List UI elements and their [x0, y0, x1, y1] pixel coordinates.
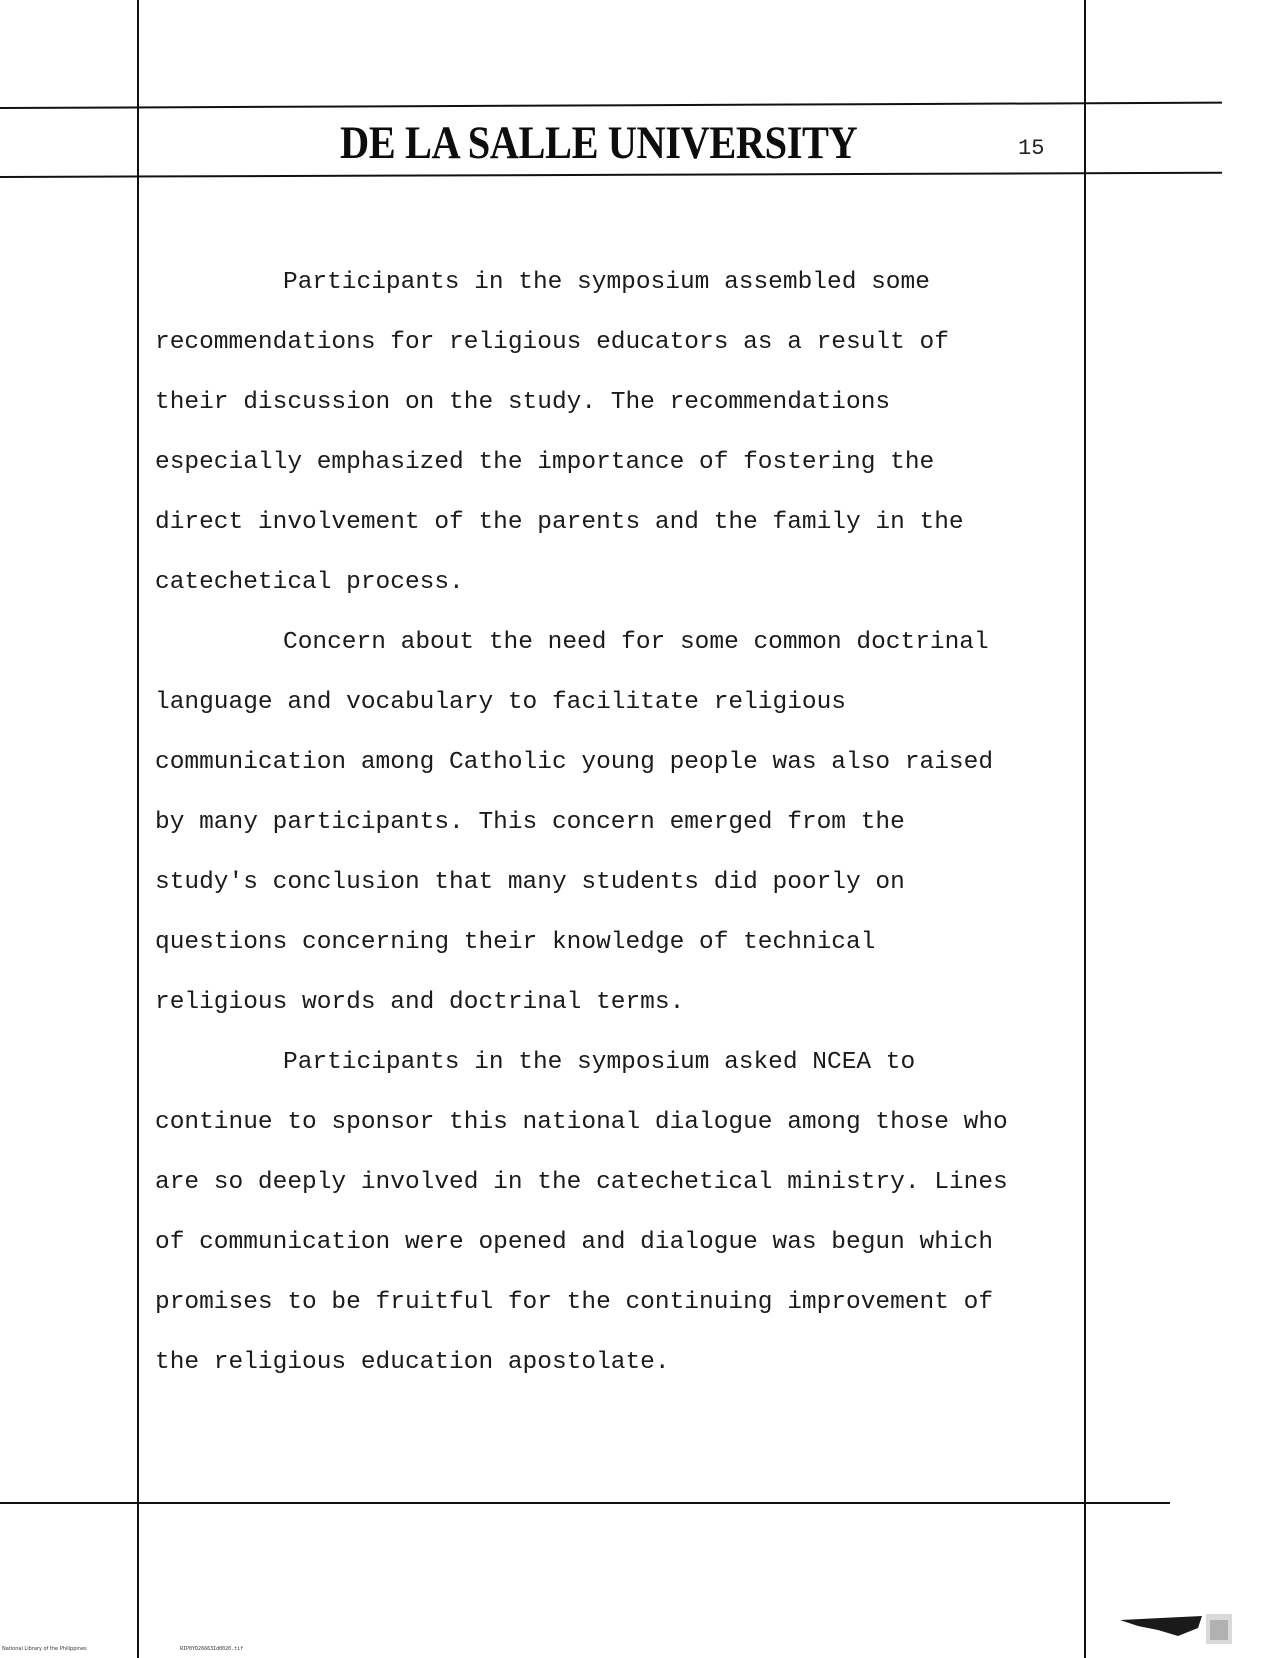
text-line: questions concerning their knowledge of technical [155, 929, 876, 956]
page-header [140, 108, 1088, 176]
text-line: communication among Catholic young people was also raised [155, 749, 994, 776]
text-line: are so deeply involved in the catechetical ministry. Lines [155, 1169, 1008, 1196]
text-line: the religious education apostolate. [155, 1349, 670, 1376]
text-line: Participants in the symposium asked NCEA to [283, 1049, 916, 1076]
footer-rule [0, 1502, 1170, 1504]
text-line: especially emphasized the importance of fostering the [155, 449, 935, 476]
text-line: direct involvement of the parents and the family in the [155, 509, 964, 536]
text-line: catechetical process. [155, 569, 464, 596]
text-line: Concern about the need for some common doctrinal [283, 629, 989, 656]
library-stamp-icon [1118, 1610, 1238, 1650]
paragraph-2 [155, 613, 1085, 1033]
left-margin-rule [137, 0, 139, 1658]
text-line: language and vocabulary to facilitate religious [155, 689, 847, 716]
text-line: of communication were opened and dialogue was begun which [155, 1229, 994, 1256]
paragraph-3 [155, 1033, 1085, 1393]
page-number: 15 [1018, 136, 1045, 161]
text-line: their discussion on the study. The recommendations [155, 389, 891, 416]
text-line: promises to be fruitful for the continuing improvement of [155, 1289, 994, 1316]
text-line: religious words and doctrinal terms. [155, 989, 685, 1016]
text-line: by many participants. This concern emerged from the [155, 809, 905, 836]
text-line: continue to sponsor this national dialogue among those who [155, 1109, 1008, 1136]
paragraph-1 [155, 253, 1085, 613]
body-text [155, 253, 1085, 1393]
text-line: Participants in the symposium assembled some [283, 269, 930, 296]
library-credit: National Library of the Philippines [2, 1646, 87, 1652]
university-title: DE LA SALLE UNIVERSITY [340, 117, 858, 169]
text-line: study's conclusion that many students did poorly on [155, 869, 905, 896]
text-line: recommendations for religious educators as a result of [155, 329, 949, 356]
scan-filename: RIP0YD26663Id0020.tif [180, 1646, 244, 1652]
